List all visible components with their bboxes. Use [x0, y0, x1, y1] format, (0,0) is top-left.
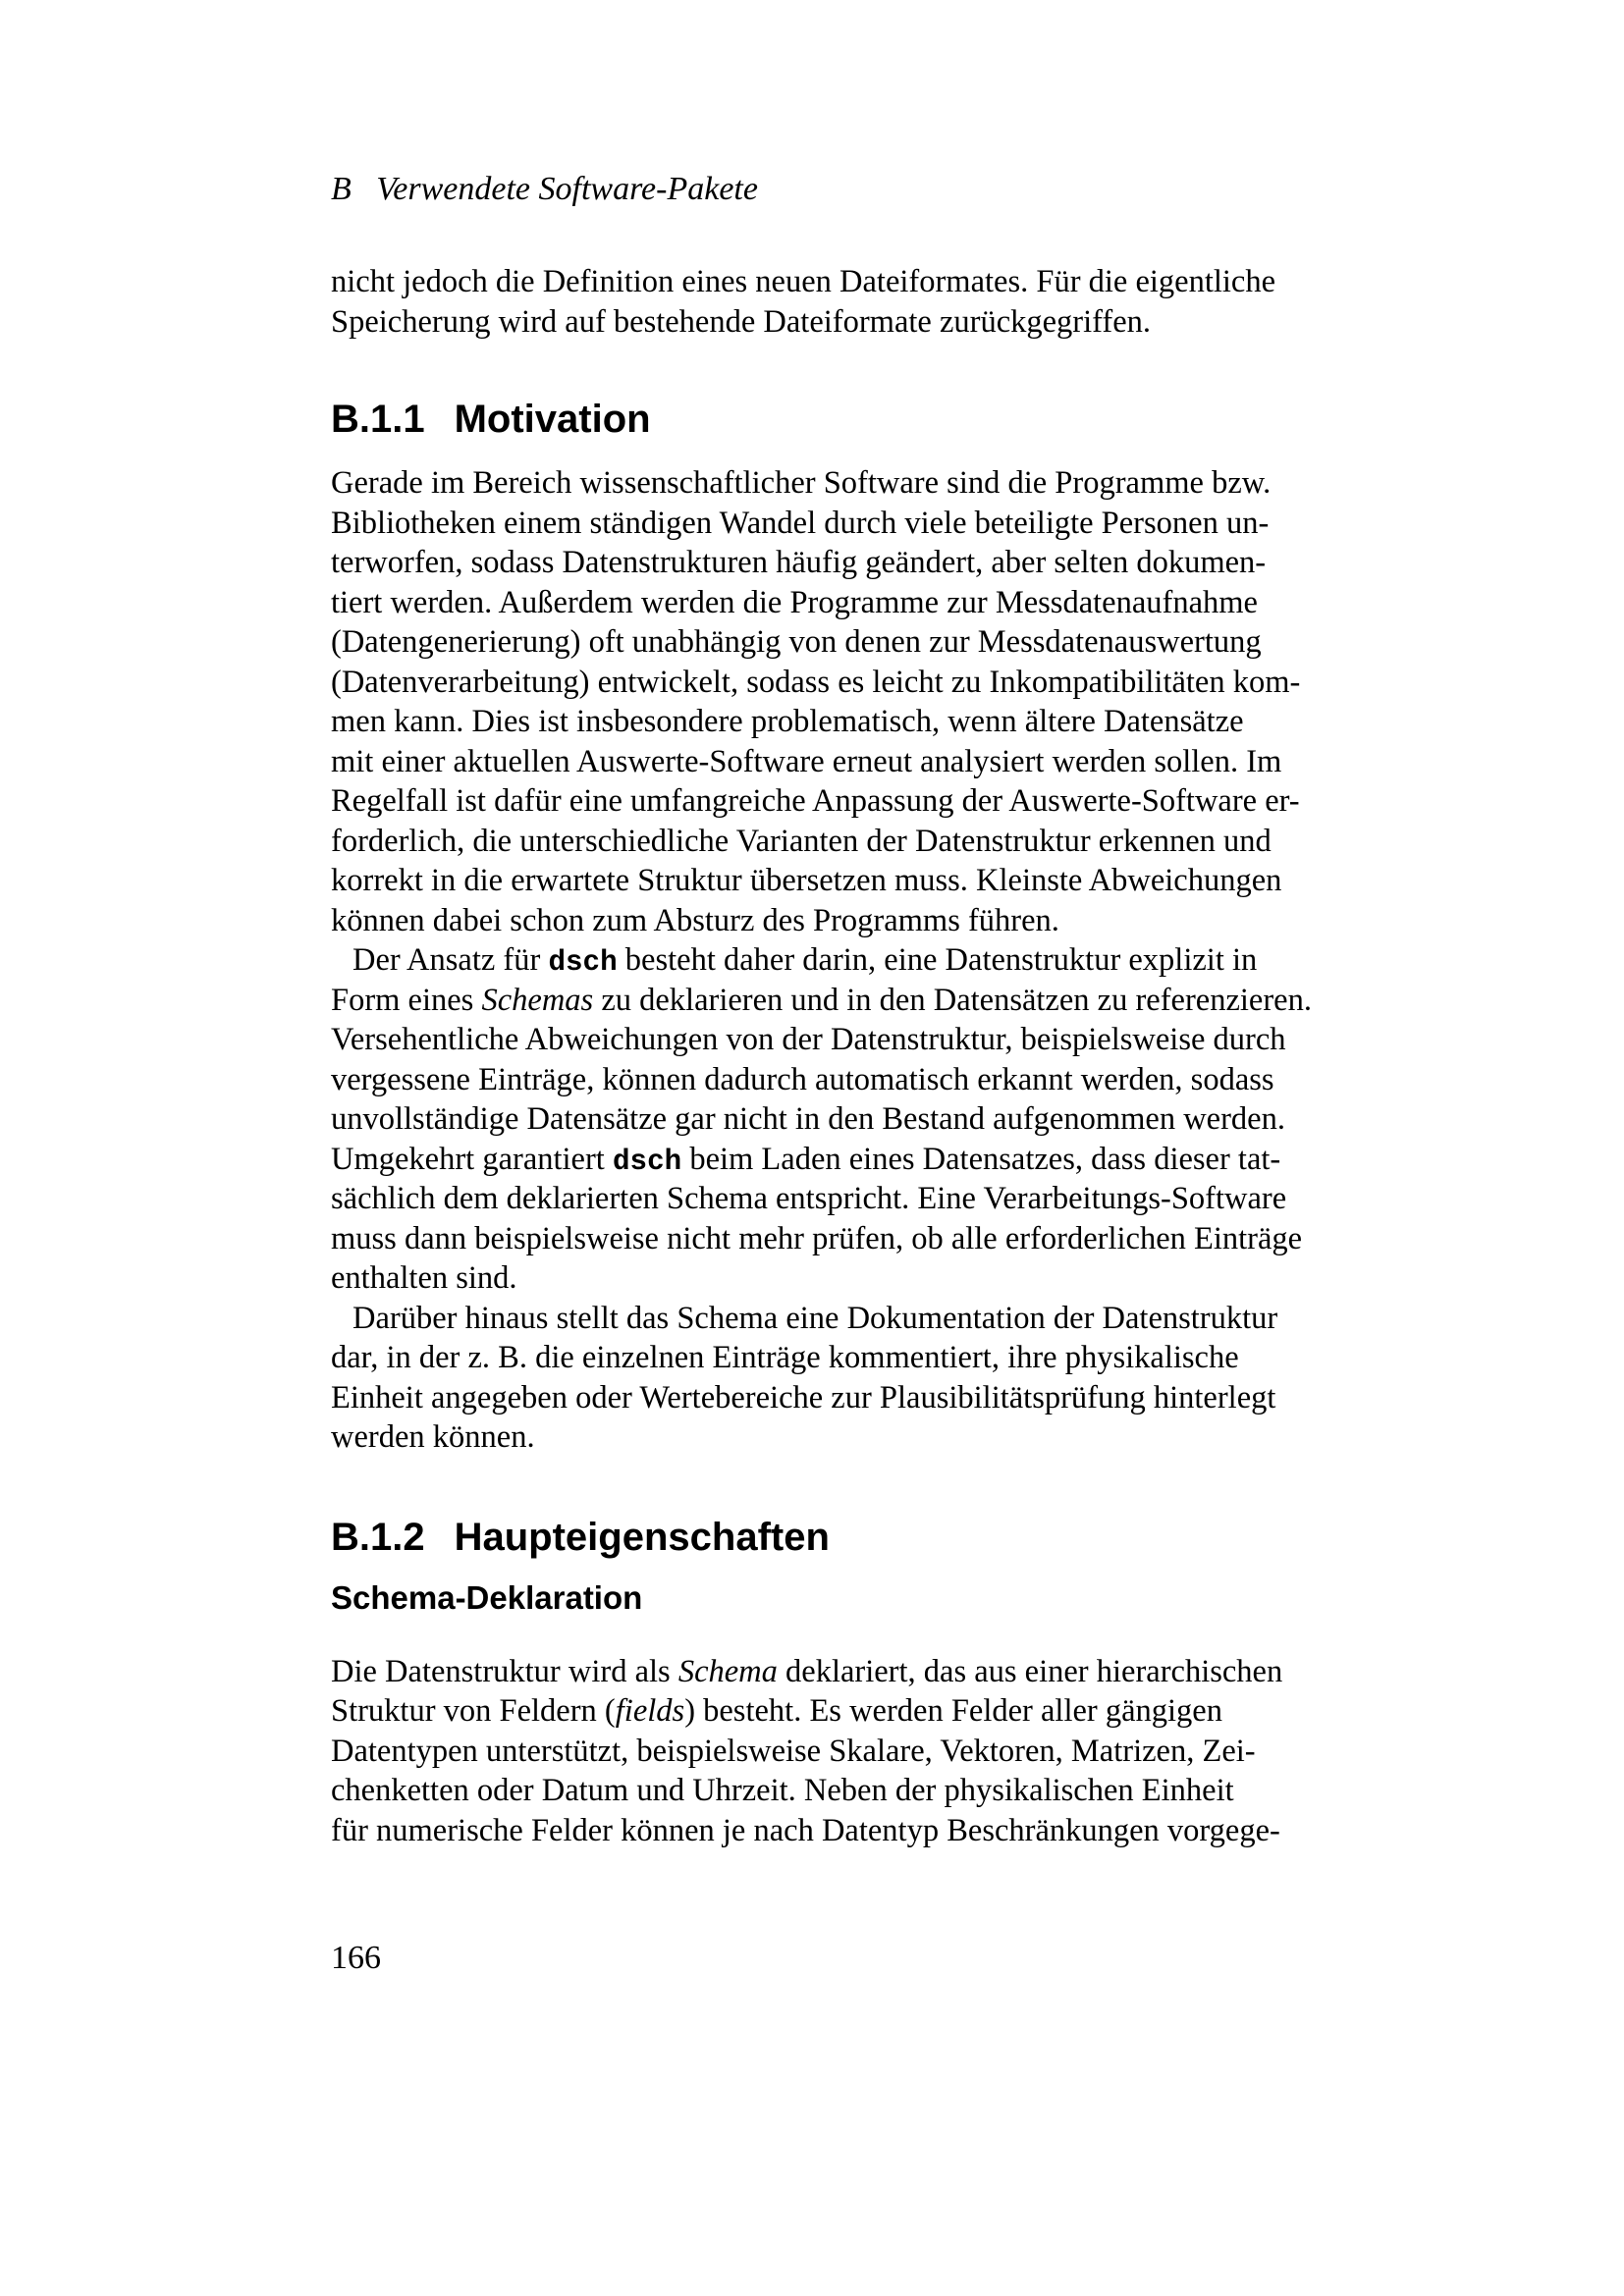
text-line: terworfen, sodass Datenstrukturen häufig geändert, aber selten dokumen- [331, 545, 1267, 580]
text-line: Form eines Schemas zu deklarieren und in den Datensätzen zu referenzieren. [331, 982, 1312, 1018]
running-header-number: B [331, 171, 352, 207]
text-line: unvollständige Datensätze gar nicht in den Bestand aufgenommen werden. [331, 1101, 1285, 1137]
text-line: men kann. Dies ist insbesondere problematisch, wenn ältere Datensätze [331, 704, 1244, 739]
section-title: Motivation [454, 398, 651, 441]
section-heading [331, 397, 1370, 442]
text-line: Darüber hinaus stellt das Schema eine Dokumentation der Datenstruktur [352, 1300, 1278, 1336]
text-line: Bibliotheken einem ständigen Wandel durch viele beteiligte Personen un- [331, 505, 1270, 541]
inline-code: dsch [548, 946, 618, 979]
text-line: nicht jedoch die Definition eines neuen Dateiformates. Für die eigentliche [331, 264, 1276, 299]
text-line: muss dann beispielsweise nicht mehr prüfen, ob alle erforderlichen Einträge [331, 1220, 1303, 1256]
italic-term: fields [615, 1693, 685, 1729]
text-line: Speicherung wird auf bestehende Dateiformate zurückgegriffen. [331, 303, 1152, 340]
page-number: 166 [331, 1940, 381, 1976]
paragraph [331, 262, 1370, 342]
paragraph [331, 463, 1370, 940]
text-line: mit einer aktuellen Auswerte-Software erneut analysiert werden sollen. Im [331, 743, 1282, 779]
text-line: forderlich, die unterschiedliche Varianten der Datenstruktur erkennen und [331, 823, 1272, 859]
text-line: Der Ansatz für dsch besteht daher darin, eine Datenstruktur explizit in [352, 942, 1258, 979]
text-line: Regelfall ist dafür eine umfangreiche Anpassung der Auswerte-Software er- [331, 783, 1300, 819]
section-number: B.1.1 [331, 398, 425, 441]
text-line: für numerische Felder können je nach Datentyp Beschränkungen vorgege- [331, 1812, 1280, 1848]
running-header [331, 170, 1370, 209]
text-line: werden können. [331, 1419, 535, 1455]
text-line: chenketten oder Datum und Uhrzeit. Neben der physikalischen Einheit [331, 1773, 1234, 1808]
text-line: tiert werden. Außerdem werden die Programme zur Messdatenaufnahme [331, 584, 1258, 620]
inline-code: dsch [612, 1145, 682, 1178]
paragraph [331, 940, 1370, 1299]
text-line: Struktur von Feldern (fields) besteht. Es werden Felder aller gängigen [331, 1693, 1222, 1729]
text-line: dar, in der z. B. die einzelnen Einträge kommentiert, ihre physikalische [331, 1340, 1239, 1375]
text-line: korrekt in die erwartete Struktur übersetzen muss. Kleinste Abweichungen [331, 863, 1282, 898]
section-number: B.1.2 [331, 1515, 425, 1559]
text-line: (Datengenerierung) oft unabhängig von denen zur Messdatenauswertung [331, 624, 1262, 660]
section-heading [331, 1515, 1370, 1560]
text-line: Einheit angegeben oder Wertebereiche zur Plausibilitätsprüfung hinterlegt [331, 1379, 1276, 1415]
text-line: (Datenverarbeitung) entwickelt, sodass es leicht zu Inkompatibilitäten kom- [331, 664, 1301, 700]
paragraph [331, 1299, 1370, 1458]
text-line: Gerade im Bereich wissenschaftlicher Software sind die Programme bzw. [331, 465, 1272, 501]
text-line: vergessene Einträge, können dadurch automatisch erkannt werden, sodass [331, 1061, 1274, 1097]
text-line: Versehentliche Abweichungen von der Datenstruktur, beispielsweise durch [331, 1022, 1286, 1057]
text-line: Umgekehrt garantiert dsch beim Laden eines Datensatzes, dass dieser tat- [331, 1141, 1281, 1178]
italic-term: Schema [677, 1653, 778, 1689]
subsection-heading: Schema-Deklaration [331, 1578, 643, 1616]
running-header-title: Verwendete Software-Pakete [376, 171, 758, 207]
text-line: Die Datenstruktur wird als Schema deklariert, das aus einer hierarchischen [331, 1653, 1283, 1689]
text-line: Datentypen unterstützt, beispielsweise Skalare, Vektoren, Matrizen, Zei- [331, 1733, 1256, 1769]
text-line: können dabei schon zum Absturz des Programms führen. [331, 902, 1059, 938]
paragraph [331, 1652, 1370, 1851]
italic-term: Schemas [481, 982, 594, 1018]
text-line: enthalten sind. [331, 1260, 517, 1296]
section-title: Haupteigenschaften [454, 1515, 830, 1559]
page-body [331, 262, 1370, 1850]
text-line: sächlich dem deklarierten Schema entspricht. Eine Verarbeitungs-Software [331, 1181, 1287, 1216]
text-block [331, 170, 1370, 1978]
